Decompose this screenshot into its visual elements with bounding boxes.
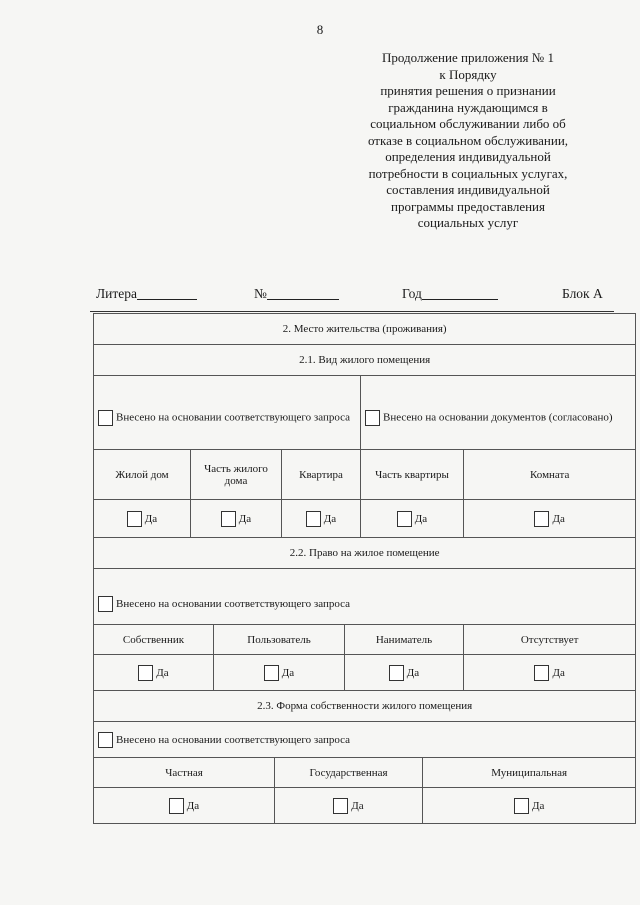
checkbox[interactable]: [98, 596, 113, 612]
yes-option[interactable]: [423, 788, 636, 824]
yes-option[interactable]: [345, 655, 464, 691]
annex-line: определения индивидуальной: [385, 149, 551, 164]
option-label: Внесено на основании соответствующего запроса: [116, 733, 351, 746]
column-header: Государственная: [275, 758, 423, 788]
annex-line: принятия решения о признании: [380, 83, 556, 98]
yes-option[interactable]: [94, 788, 275, 824]
yes-label: Да: [531, 799, 545, 812]
checkbox[interactable]: [389, 665, 404, 681]
checkbox[interactable]: [514, 798, 529, 814]
yes-label: Да: [414, 512, 428, 525]
annex-line: потребности в социальных услугах,: [368, 165, 568, 181]
checkbox[interactable]: [127, 511, 142, 527]
yes-option[interactable]: [214, 655, 345, 691]
year-field[interactable]: [402, 286, 422, 302]
column-header: Пользователь: [214, 625, 345, 655]
annex-line: составления индивидуальной: [386, 182, 550, 197]
option-label: Внесено на основании документов (согласовано): [383, 411, 613, 424]
column-header: Собственник: [94, 625, 214, 655]
yes-label: Да: [351, 799, 364, 812]
yes-label: Да: [238, 512, 252, 525]
annex-line: социальных услуг: [417, 215, 519, 230]
basis-request-option[interactable]: [94, 722, 636, 758]
yes-option[interactable]: [191, 500, 282, 538]
yes-option[interactable]: [275, 788, 423, 824]
annex-line: гражданина нуждающимся в: [388, 99, 548, 115]
checkbox[interactable]: [264, 665, 279, 681]
checkbox[interactable]: [169, 798, 184, 814]
section-2-title: 2. Место жительства (проживания): [94, 314, 636, 345]
yes-option[interactable]: [94, 655, 214, 691]
column-header: Комната: [464, 450, 636, 500]
number-field[interactable]: [254, 286, 267, 302]
block-label: Блок А: [562, 286, 603, 301]
checkbox[interactable]: [365, 410, 380, 426]
yes-label: Да: [552, 512, 565, 525]
section-2-3-title: 2.3. Форма собственности жилого помещения: [94, 691, 636, 722]
column-header: Частная: [94, 758, 275, 788]
yes-option[interactable]: [282, 500, 361, 538]
column-header: Квартира: [282, 450, 361, 500]
header-divider: [90, 311, 614, 312]
checkbox[interactable]: [534, 511, 549, 527]
annex-line: Продолжение приложения № 1: [382, 50, 554, 65]
basis-docs-option[interactable]: [361, 376, 636, 450]
yes-option[interactable]: [464, 655, 636, 691]
yes-label: Да: [281, 666, 295, 679]
option-label: Внесено на основании соответствующего запроса: [116, 597, 351, 610]
checkbox[interactable]: [306, 511, 321, 527]
annex-heading: [340, 50, 596, 232]
checkbox[interactable]: [98, 732, 113, 748]
column-header: Муниципальная: [423, 758, 636, 788]
basis-request-option[interactable]: [94, 569, 636, 625]
annex-line: социальном обслуживании либо об: [370, 116, 566, 131]
yes-label: Да: [406, 666, 420, 679]
yes-label: Да: [323, 512, 337, 525]
litera-label: Литера: [96, 286, 138, 301]
checkbox[interactable]: [98, 410, 113, 426]
yes-option[interactable]: [94, 500, 191, 538]
section-2-1-title: 2.1. Вид жилого помещения: [94, 345, 636, 376]
option-label: Внесено на основании соответствующего запроса: [116, 411, 351, 424]
yes-label: Да: [144, 512, 158, 525]
yes-option[interactable]: [464, 500, 636, 538]
column-header: Отсутствует: [464, 625, 636, 655]
number-label: №: [254, 286, 267, 301]
yes-label: Да: [186, 799, 200, 812]
column-header: Жилой дом: [94, 450, 191, 500]
annex-line: к Порядку: [439, 66, 497, 82]
litera-field[interactable]: [96, 286, 137, 302]
section-2-2-title: 2.2. Право на жилое помещение: [94, 538, 636, 569]
residence-form-table: [93, 313, 636, 824]
checkbox[interactable]: [221, 511, 236, 527]
column-header: Часть жилого дома: [191, 450, 282, 500]
basis-request-option[interactable]: [94, 376, 361, 450]
column-header: Часть квартиры: [361, 450, 464, 500]
yes-label: Да: [156, 666, 169, 679]
checkbox[interactable]: [333, 798, 348, 814]
annex-line: программы предоставления: [391, 198, 545, 214]
yes-label: Да: [552, 666, 565, 679]
checkbox[interactable]: [138, 665, 153, 681]
column-header: Наниматель: [345, 625, 464, 655]
page-number: 8: [316, 22, 324, 37]
annex-line: отказе в социальном обслуживании,: [367, 132, 569, 148]
checkbox[interactable]: [397, 511, 412, 527]
yes-option[interactable]: [361, 500, 464, 538]
year-label: Год: [402, 286, 422, 301]
checkbox[interactable]: [534, 665, 549, 681]
